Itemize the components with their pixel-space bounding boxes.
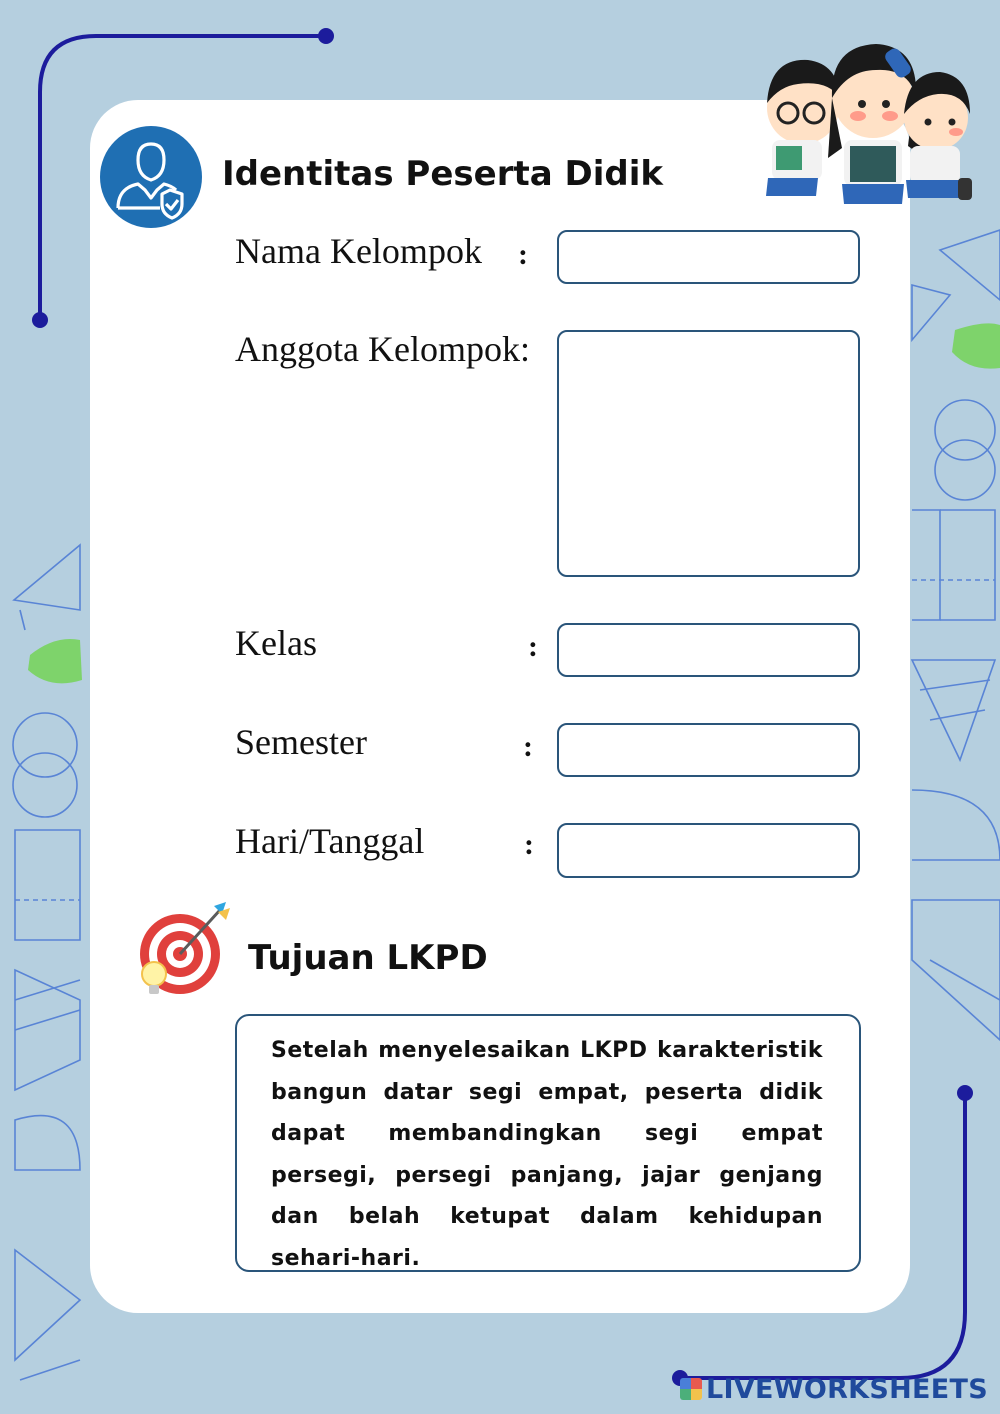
hari-tanggal-colon: : (524, 828, 534, 861)
semester-label: Semester (235, 722, 367, 762)
anggota-kelompok-input[interactable] (557, 330, 860, 577)
semester-colon: : (523, 730, 533, 763)
nama-kelompok-input[interactable] (557, 230, 860, 284)
nama-kelompok-colon: : (518, 238, 528, 271)
tujuan-box (235, 1014, 861, 1272)
anggota-kelompok-label: Anggota Kelompok: (235, 329, 530, 369)
tujuan-text: Setelah menyelesaikan LKPD karakteristik bangun datar segi empat, peserta didik dapat membandingkan segi empat persegi, persegi panjang, jajar genjang dan belah ketupat dalam kehidupan sehari-hari. (271, 1038, 823, 1271)
kelas-label: Kelas (235, 623, 317, 663)
identitas-title: Identitas Peserta Didik (222, 154, 663, 194)
kelas-colon: : (528, 630, 538, 663)
semester-input[interactable] (557, 723, 860, 777)
profile-shield-icon (100, 126, 202, 228)
hari-tanggal-input[interactable] (557, 823, 860, 878)
target-arrow-icon (134, 896, 232, 1002)
tujuan-title: Tujuan LKPD (248, 938, 488, 978)
nama-kelompok-label: Nama Kelompok (235, 231, 482, 271)
hari-tanggal-label: Hari/Tanggal (235, 821, 425, 861)
liveworksheets-logo-icon (680, 1378, 702, 1400)
kelas-input[interactable] (557, 623, 860, 677)
watermark-text: LIVEWORKSHEETS (705, 1374, 988, 1405)
kids-reading-illustration (758, 28, 978, 206)
liveworksheets-watermark (680, 1374, 988, 1405)
